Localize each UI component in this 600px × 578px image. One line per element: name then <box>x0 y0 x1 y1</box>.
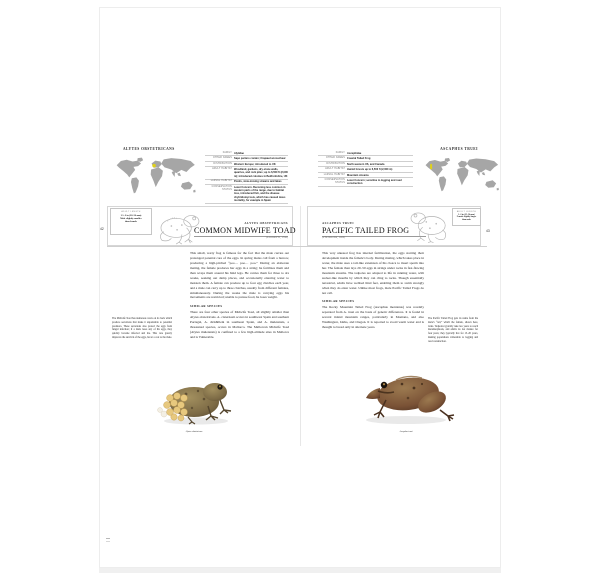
right-range-highlight <box>430 164 432 169</box>
size-box-line: Male slightly smaller <box>120 216 142 220</box>
left-range-map <box>111 156 203 198</box>
fact-value: Least Concern; sensitive to logging and road construction <box>347 179 402 186</box>
left-body-column <box>190 251 289 344</box>
sheet-bottom-edge <box>99 568 501 573</box>
size-box-line: Female slightly larger <box>456 216 477 219</box>
page-title: COMMON MIDWIFE TOAD <box>194 225 296 235</box>
fold-mark <box>106 538 110 542</box>
left-title-block <box>194 221 296 240</box>
body-paragraph: This small, warty frog is famous for the fact that the male carries out prolonged parental care of the eggs. In spring males call from a burrow, producing a high-pitched “poo… poo… poo.” During an elaborate mating, the female produces her eggs in a string; he fertilizes them and then wraps them around his hind legs. He carries them for three to six weeks, seeking out damp places, and occasionally entering water to moisten them. A female can produce up to four egg clutches each year, and a male can carry up to three clutches, usually from different females, simultaneously. During the weeks the male is carrying eggs his movements are restricted; unable to pursue food, he loses weight. <box>190 251 289 300</box>
running-head-right: ASCAPHUS TRUEI <box>440 147 478 151</box>
fact-value: Woodland, gardens, dry-stone walls, quarries, and rock piles; up to 6,500 ft (2,000 m); introduced colonies in Bedfordshire, UK <box>234 168 288 178</box>
size-box-line: 1½–2 in (38–50 mm) <box>120 213 142 217</box>
fact-value: Ascaphidae <box>347 151 362 155</box>
body-paragraph: This very unusual frog has internal fertilization, the eggs starting their development inside the female’s body. During mating, which takes place in water, the male uses a tail-like extension of his cloaca to insert sperm into her. The female then lays 20–50 eggs in strings under rocks in fast-flowing mountain streams. The tadpoles are adapted to life in running water, with sucker-like mouths by which they can cling to rocks. Though essentially terrestrial, adults have webbed hind feet, enabling them to swim strongly when they do enter water. Unlike most frogs, male Pacific Tailed Frogs do not call. <box>322 251 424 295</box>
egg-cluster <box>164 393 188 421</box>
similar-species-paragraph: The Rocky Mountain Tailed Frog (Ascaphus montanus) was recently separated from A. truei on the basis of genetic differences. It is found in several inland mountain ranges, particularly in Montana, and also Washington, Idaho, and Oregon. It is reported to avoid warm water and is thought to breed only in alternate years. <box>322 305 424 329</box>
size-box-line: than male <box>462 219 471 222</box>
right-range-map <box>424 156 502 196</box>
right-title-block <box>322 221 426 239</box>
fact-value: Mountain streams <box>347 173 369 177</box>
fact-value: North-western US, and Canada <box>347 162 385 166</box>
left-size-box <box>110 208 152 235</box>
right-size-box <box>452 208 481 226</box>
fact-label: OTHER NAMES <box>325 157 345 160</box>
fact-row <box>205 167 288 179</box>
tailed-frog-photo <box>350 360 462 428</box>
fact-label: FAMILY <box>222 151 232 154</box>
similar-species-paragraph: There are four other species of Midwife Toad, all slightly smaller than Alytes obstetricans. A. cisternasii occurs in southwest Spain and southern Portugal, A. dickhilleni in southeast Spain, and A. muletensis, a threatened species, occurs in Mallorca. The Mallorcan Midwife Toad (Alytes muletensis) is confined to a few high-altitude sites in Mallorca and is Vulnerable. <box>190 310 289 339</box>
fact-label: LARVAL HABITAT <box>323 173 345 176</box>
fact-value: Ponds, slow-moving streams and lakes <box>234 180 282 184</box>
fact-label: ADULT HABITAT <box>325 168 345 171</box>
page-number-right: 43 <box>486 229 490 233</box>
species-name: ALYTES OBSTETRICANS <box>244 221 288 225</box>
size-box-heading: ADULT LENGTH <box>456 210 477 213</box>
left-photo-caption: Alytes obstetricans <box>185 431 203 433</box>
fact-row <box>205 185 288 204</box>
size-box-heading: ADULT LENGTH <box>121 210 141 213</box>
fact-value: Least Concern. Becoming less common in western parts of the range, due to habitat loss, introduced fish, and the disease chytridiomycosis, which has caused mass mortality, for example in Spain <box>234 185 286 202</box>
fact-value: Coastal Tailed Frog <box>347 157 371 161</box>
fact-label: FAMILY <box>335 151 345 154</box>
fact-label: DISTRIBUTION <box>326 162 345 165</box>
band-bottom-rule <box>107 246 487 247</box>
fact-value: Western Europe; introduced to UK <box>234 162 276 166</box>
page-title: PACIFIC TAILED FROG <box>322 225 410 235</box>
right-body-column <box>322 251 424 334</box>
fact-label: CONSERVATION STATUS <box>211 185 232 191</box>
left-facts-table <box>205 151 288 204</box>
author-citation: (LAURENTI, 1768) <box>266 237 288 240</box>
fact-value: Alytidae <box>234 151 244 155</box>
size-box-line: than female <box>124 219 138 223</box>
fact-label: CONSERVATION STATUS <box>324 179 345 184</box>
fact-label: DISTRIBUTION <box>213 162 232 165</box>
fact-label: ADULT HABITAT <box>212 168 232 171</box>
running-head-left: ALYTES OBSTETRICANS <box>123 147 175 151</box>
species-name: ASCAPHUS TRUEI <box>322 221 354 225</box>
similar-species-heading: SIMILAR SPECIES <box>322 299 355 304</box>
page-number-left: 42 <box>100 227 104 231</box>
right-margin-caption: The Pacific Tailed Frog gets its name from the male’s “tail,” which the female, shown here, lacks. Tadpoles typically take two years to reach metamorphosis, and adults do not mature for four years; they typically live for 15–20 years, making populations vulnerable to logging and road construction. <box>428 317 478 343</box>
left-range-highlight <box>152 164 156 168</box>
fact-label: OTHER NAMES <box>212 157 232 160</box>
similar-species-heading: SIMILAR SPECIES <box>190 304 223 309</box>
fact-row <box>318 178 413 187</box>
author-citation: (STEJNEGER, 1899) <box>322 237 346 240</box>
fact-value: Humid forests up to 6,500 ft (2,000 m) <box>347 168 393 172</box>
size-box-line: 1–2 in (25–50 mm) <box>458 213 475 216</box>
page-gutter-line <box>300 206 301 446</box>
midwife-toad-photo <box>148 364 240 428</box>
fact-value: Sapo partero común; Crapaud accoucheur <box>234 157 286 161</box>
fact-label: LARVAL HABITAT <box>210 180 232 183</box>
left-margin-caption: The Midwife Toad has numerous warts on its back which produce secretions that make it unpalatable to potential predators. These secretions also protect the eggs from fungal infection; if a male loses any of his eggs, they quickly become infected and die. This care greatly improves the survival of the eggs, but at a cost to the male. <box>112 317 172 340</box>
right-facts-table <box>318 151 413 187</box>
right-photo-caption: Ascaphus truei <box>399 431 413 433</box>
